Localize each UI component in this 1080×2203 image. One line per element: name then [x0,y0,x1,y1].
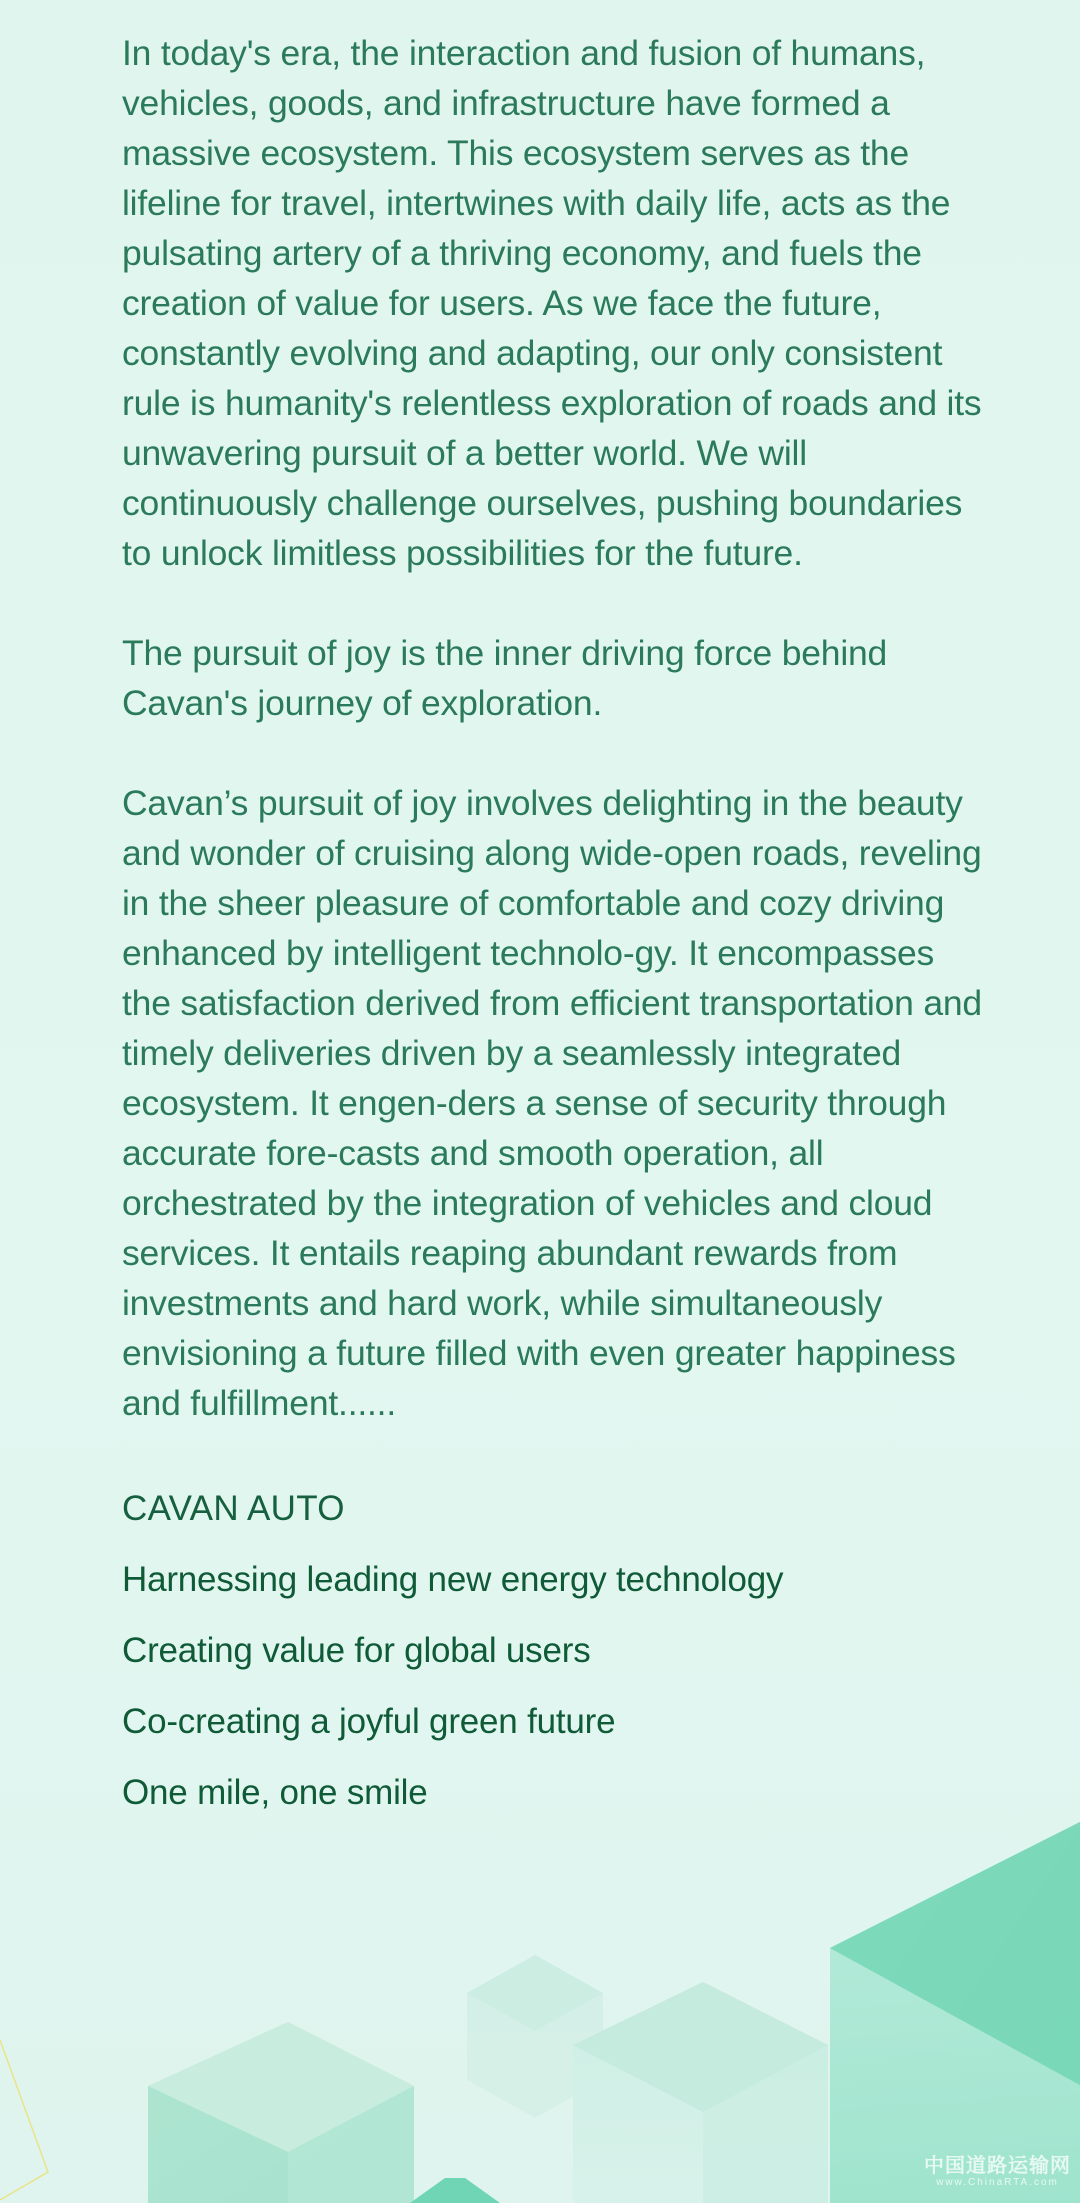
middle-hexagon [573,1982,828,2203]
edge-line [0,2040,48,2200]
slogan-4: One mile, one smile [122,1773,428,1812]
intro-paragraph: In today's era, the interaction and fusion of humans, vehicles, goods, and infrastructure have formed a massive ecosystem. This ecosystem serves as the lifeline for travel, intertwines with daily life, acts as the pulsating artery of a thriving economy, and fuels the creation of value for users. As we face the future, constantly evolving and adapting, our only consistent rule is humanity's relentless exploration of roads and its unwavering pursuit of a better world. We will continuously challenge ourselves, pushing boundaries to unlock limitless possibilities for the future. [122,33,982,573]
slogan-1: Harnessing leading new energy technology [122,1560,784,1599]
bottom-peak [410,2178,500,2203]
detail-paragraph: Cavan’s pursuit of joy involves delighting in the beauty and wonder of cruising along wide-open roads, reveling in the sheer pleasure of comfortable and cozy driving enhanced by intelligent technolo-gy. It encompasses the satisfaction derived from efficient transportation and timely deliveries driven by a seamlessly integrated ecosystem. It engen-ders a sense of security through accurate fore-casts and smooth operation, all orchestrated by the integration of vehicles and cloud services. It entails reaping abundant rewards from investments and hard work, while simultaneously envisioning a future filled with even greater happiness and fulfillment...... [122,783,982,1423]
large-hexagon [830,1822,1080,2203]
left-hexagon [148,2022,414,2203]
brand-name: CAVAN AUTO [122,1489,345,1528]
joy-paragraph: The pursuit of joy is the inner driving force behind Cavan's journey of exploration. [122,633,888,723]
slogan-3: Co-creating a joyful green future [122,1702,616,1741]
watermark-url: www.ChinaRTA.com [936,2177,1059,2188]
text-column [122,28,992,1818]
slogan-2: Creating value for global users [122,1631,591,1670]
watermark-cn: 中国道路运输网 [924,2155,1071,2177]
watermark [924,2155,1071,2189]
